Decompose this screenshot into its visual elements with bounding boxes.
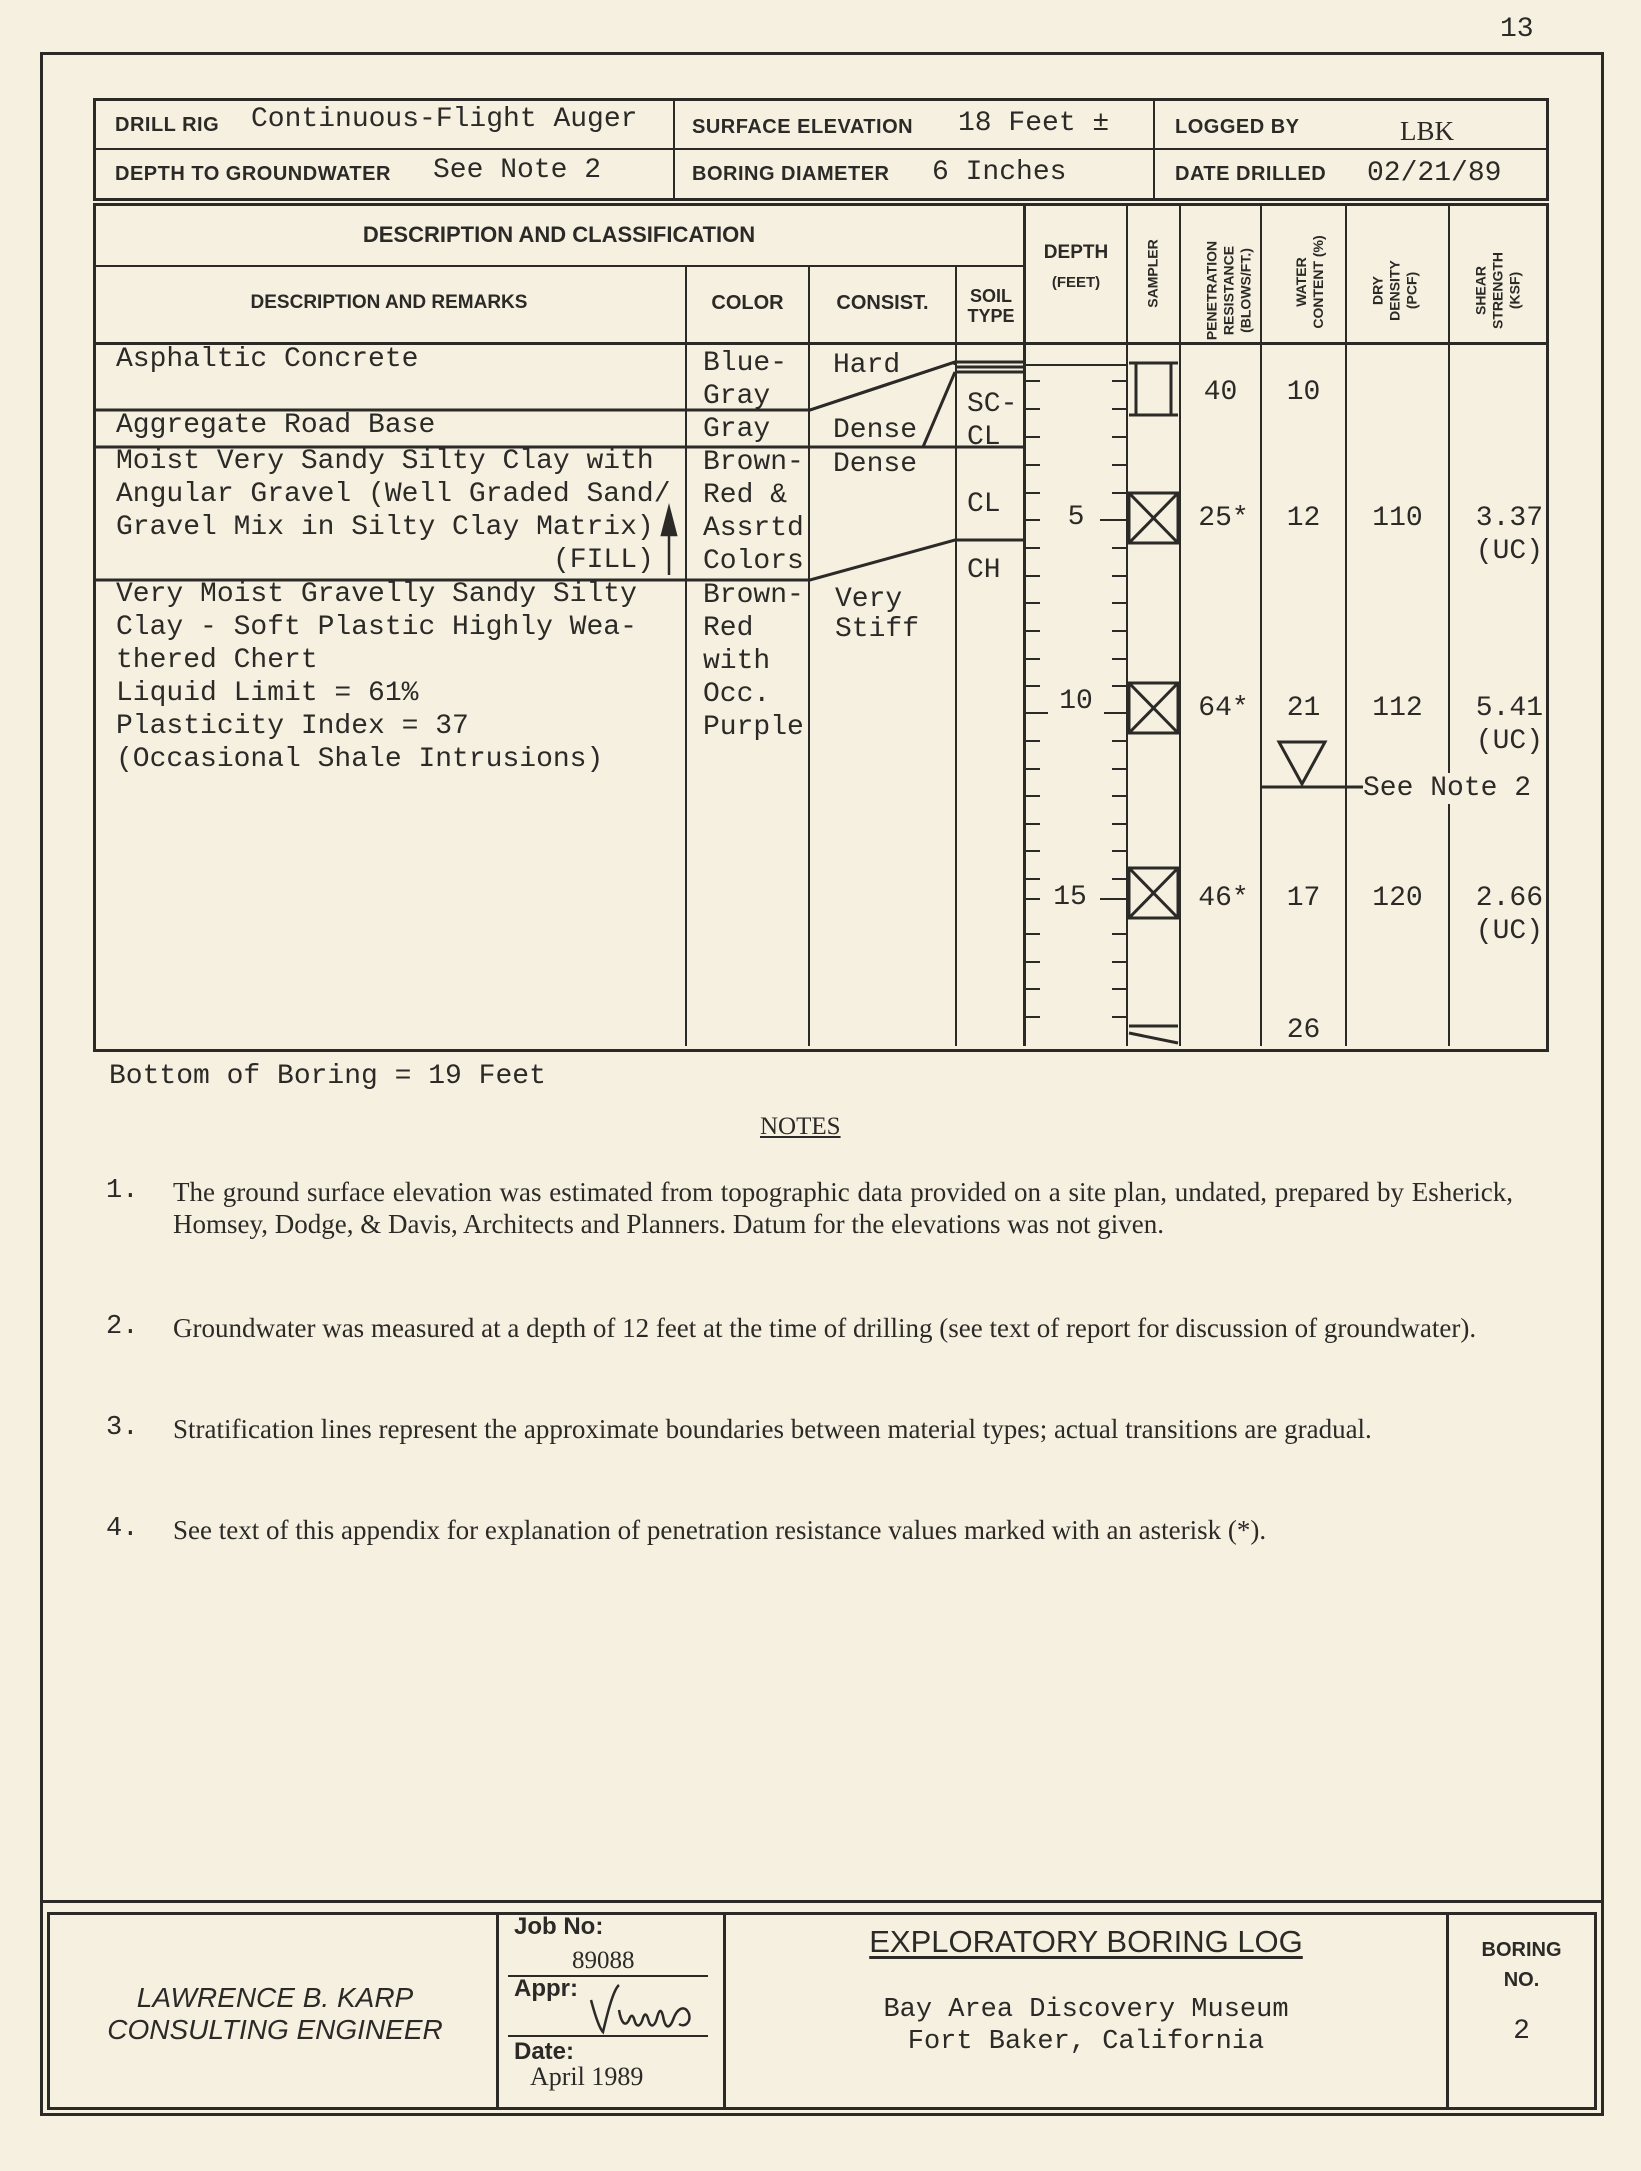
soil-type-item: CH xyxy=(967,555,1001,586)
color-item: Red & xyxy=(703,480,788,511)
boring-no-label xyxy=(1449,1935,1594,1995)
project-line-2: Fort Baker, California xyxy=(907,2027,1265,2057)
color-item: Gray xyxy=(703,381,771,412)
shear-strength-note: (UC) xyxy=(1475,726,1543,757)
dry-density-value: 120 xyxy=(1372,883,1423,914)
depth-label-1: DEPTH xyxy=(1043,242,1109,263)
shear-strength-value: 5.41 xyxy=(1475,693,1543,724)
layer-fill-line-3: Gravel Mix in Silty Clay Matrix) xyxy=(116,512,654,543)
dry-label-2: DENSITY xyxy=(1386,260,1403,321)
layer-chert-line-6: (Occasional Shale Intrusions) xyxy=(116,744,604,775)
penetration-label-2: RESISTANCE xyxy=(1220,245,1237,336)
color-item: Brown- xyxy=(703,580,804,611)
header-description-remarks: DESCRIPTION AND REMARKS xyxy=(250,292,528,313)
depth-label-10: 10 xyxy=(1048,688,1104,716)
note-number: 3. xyxy=(106,1413,139,1443)
note-text: See text of this appendix for explanation of penetration resistance values marked with an asterisk (*). xyxy=(173,1515,1267,1545)
color-item: Brown- xyxy=(703,447,804,478)
boring-no-value: 2 xyxy=(1513,2016,1530,2047)
job-no-value: 89088 xyxy=(572,1947,635,1974)
header-description-classification: DESCRIPTION AND CLASSIFICATION xyxy=(362,222,756,247)
project-line-1: Bay Area Discovery Museum xyxy=(883,1995,1289,2025)
soil-type-item: CL xyxy=(967,422,1001,453)
water-content-value: 21 xyxy=(1286,693,1321,724)
project-location xyxy=(726,1994,1446,2058)
surface-elevation-label: SURFACE ELEVATION xyxy=(692,116,914,138)
color-item: Colors xyxy=(703,546,804,577)
soil-type-label-2: TYPE xyxy=(967,306,1015,326)
soil-type-item: CL xyxy=(967,489,1001,520)
company-name xyxy=(60,1982,490,2046)
dry-label-3: (PCF) xyxy=(1403,271,1420,310)
page-number: 13 xyxy=(1500,14,1534,45)
penetration-value: 40 xyxy=(1203,377,1238,408)
depth-label-15: 15 xyxy=(1040,883,1100,913)
depth-to-groundwater-label: DEPTH TO GROUNDWATER xyxy=(115,163,391,185)
groundwater-note: See Note 2 xyxy=(1363,773,1532,804)
layer-chert-line-3: thered Chert xyxy=(116,645,318,676)
shear-label-1: SHEAR xyxy=(1472,266,1489,316)
drill-rig-label: DRILL RIG xyxy=(115,114,220,136)
layer-chert-line-2: Clay - Soft Plastic Highly Wea- xyxy=(116,612,637,643)
layer-chert-line-5: Plasticity Index = 37 xyxy=(116,711,469,742)
color-item: Gray xyxy=(703,414,771,445)
approval-signature xyxy=(585,1980,715,2035)
layer-chert-line-4: Liquid Limit = 61% xyxy=(116,678,419,709)
dry-density-value: 112 xyxy=(1372,693,1423,724)
job-no-label: Job No: xyxy=(514,1913,604,1940)
consistency-item: Dense xyxy=(833,415,918,446)
penetration-value: 64* xyxy=(1198,693,1249,724)
layer-asphalt: Asphaltic Concrete xyxy=(116,344,419,375)
date-label: Date: xyxy=(514,2038,575,2065)
dry-density-value: 110 xyxy=(1372,503,1423,534)
date-drilled-label: DATE DRILLED xyxy=(1175,163,1327,185)
layer-fill-line-2: Angular Gravel (Well Graded Sand/ xyxy=(116,479,671,510)
notes-title: NOTES xyxy=(760,1113,841,1140)
layer-fill-line-1: Moist Very Sandy Silty Clay with xyxy=(116,446,654,477)
consistency-item: Very xyxy=(835,584,903,615)
company-line-1: LAWRENCE B. KARP xyxy=(136,1982,414,2013)
penetration-label-1: PENETRATION xyxy=(1203,240,1220,341)
penetration-value: 25* xyxy=(1198,503,1249,534)
color-item: Blue- xyxy=(703,348,788,379)
shear-strength-value: 2.66 xyxy=(1475,883,1543,914)
log-title xyxy=(726,1924,1446,1960)
log-title-text: EXPLORATORY BORING LOG xyxy=(869,1924,1303,1959)
note-number: 2. xyxy=(106,1312,139,1342)
boring-label-2: NO. xyxy=(1503,1969,1540,1991)
color-item: Purple xyxy=(703,712,804,743)
color-item: Red xyxy=(703,613,754,644)
appr-label: Appr: xyxy=(514,1975,578,2002)
header-sampler: SAMPLER xyxy=(1144,239,1161,308)
shear-strength-note: (UC) xyxy=(1475,916,1543,947)
water-content-value: 26 xyxy=(1286,1015,1321,1046)
water-label-2: CONTENT (%) xyxy=(1310,235,1326,329)
soil-type-item: SC- xyxy=(967,389,1018,420)
surface-elevation-value: 18 Feet ± xyxy=(958,108,1110,139)
color-item: with xyxy=(703,646,771,677)
depth-label-5: 5 xyxy=(1026,503,1126,533)
date-value: April 1989 xyxy=(530,2062,644,2091)
consistency-item: Dense xyxy=(833,449,918,480)
water-label-1: WATER xyxy=(1293,257,1309,307)
soil-type-label-1: SOIL xyxy=(969,286,1012,306)
header-consist: CONSIST. xyxy=(836,292,929,314)
shear-label-2: STRENGTH xyxy=(1489,252,1506,329)
company-line-2: CONSULTING ENGINEER xyxy=(107,2014,443,2045)
consistency-item: Stiff xyxy=(835,614,920,645)
layer-fill-line-4: (FILL) xyxy=(553,545,654,576)
drill-rig-value: Continuous-Flight Auger xyxy=(251,104,638,135)
logged-by-label: LOGGED BY xyxy=(1175,116,1300,138)
boring-diameter-value: 6 Inches xyxy=(932,157,1067,188)
shear-label-3: (KSF) xyxy=(1506,271,1523,310)
water-content-value: 10 xyxy=(1286,377,1321,408)
note-number: 1. xyxy=(106,1176,139,1206)
note-text: Groundwater was measured at a depth of 12 feet at the time of drilling (see text of report for discussion of groundwater). xyxy=(173,1313,1477,1343)
color-item: Assrtd xyxy=(703,513,804,544)
shear-strength-note: (UC) xyxy=(1475,536,1543,567)
depth-label-2: (FEET) xyxy=(1051,274,1101,291)
sampler-column xyxy=(1126,343,1181,1048)
depth-to-groundwater-value: See Note 2 xyxy=(433,155,602,186)
shear-strength-value: 3.37 xyxy=(1475,503,1543,534)
note-text: The ground surface elevation was estimated from topographic data provided on a site plan, undated, prepared by Esherick, Homsey, Dodge, & Davis, Architects and Planners. Datum for the elevations was not given. xyxy=(173,1177,1513,1239)
note-text: Stratification lines represent the approximate boundaries between material types; actual transitions are gradual. xyxy=(173,1414,1372,1444)
boring-label-1: BORING xyxy=(1481,1939,1562,1961)
boring-diameter-label: BORING DIAMETER xyxy=(692,163,890,185)
note-number: 4. xyxy=(106,1514,139,1544)
water-content-value: 12 xyxy=(1286,503,1321,534)
bottom-of-boring: Bottom of Boring = 19 Feet xyxy=(109,1061,546,1092)
penetration-value: 46* xyxy=(1198,883,1249,914)
layer-aggregate: Aggregate Road Base xyxy=(116,410,436,441)
color-item: Occ. xyxy=(703,679,771,710)
consistency-item: Hard xyxy=(833,350,901,381)
header-color: COLOR xyxy=(711,292,784,314)
layer-chert-line-1: Very Moist Gravelly Sandy Silty xyxy=(116,579,637,610)
water-content-value: 17 xyxy=(1286,883,1321,914)
logged-by-value: LBK xyxy=(1400,116,1454,146)
penetration-label-3: (BLOWS/FT.) xyxy=(1237,248,1254,333)
dry-label-1: DRY xyxy=(1369,275,1386,306)
date-drilled-value: 02/21/89 xyxy=(1367,158,1502,189)
